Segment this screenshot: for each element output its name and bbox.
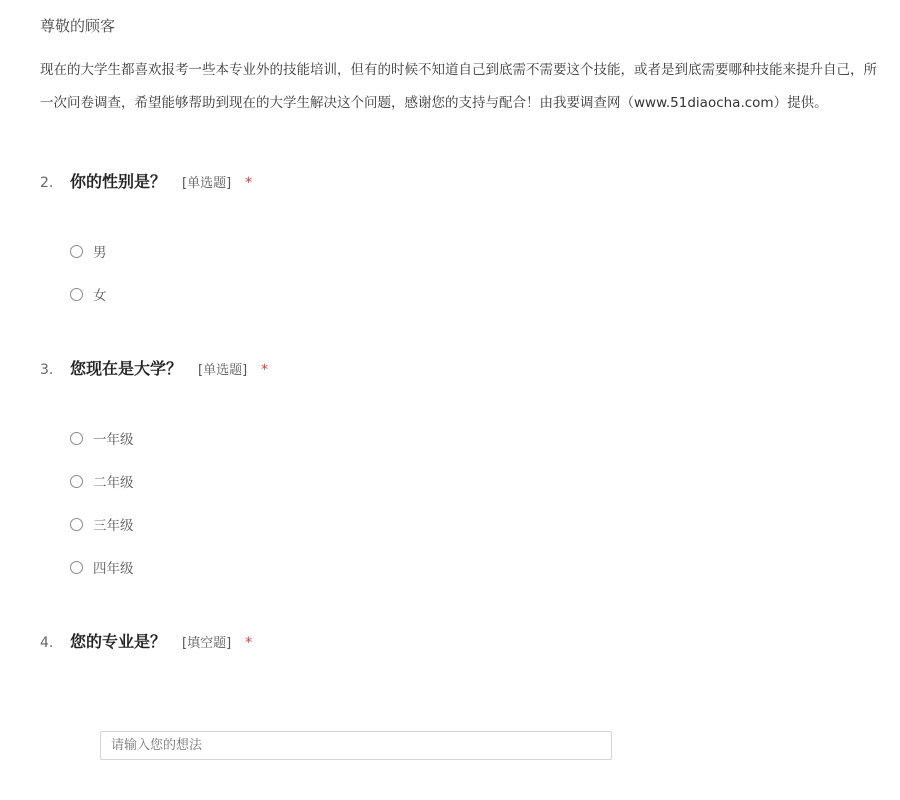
intro-text bbox=[40, 54, 900, 120]
option-female[interactable] bbox=[70, 284, 107, 304]
question-number: 2. bbox=[40, 175, 54, 191]
radio-button[interactable] bbox=[70, 518, 83, 531]
question-type: [单选题] bbox=[198, 363, 248, 378]
required-marker: * bbox=[261, 362, 269, 378]
option-label: 二年级 bbox=[93, 475, 134, 491]
question-2-header bbox=[40, 169, 252, 195]
option-label: 女 bbox=[93, 288, 107, 304]
radio-button[interactable] bbox=[70, 475, 83, 488]
question-title: 您现在是大学？ bbox=[70, 359, 183, 378]
option-label: 三年级 bbox=[93, 518, 134, 534]
question-4-header bbox=[40, 629, 252, 655]
radio-button[interactable] bbox=[70, 561, 83, 574]
option-year-1[interactable] bbox=[70, 428, 134, 448]
option-label: 一年级 bbox=[93, 432, 134, 448]
option-label: 男 bbox=[93, 245, 107, 261]
question-number: 4. bbox=[40, 635, 54, 651]
radio-button[interactable] bbox=[70, 288, 83, 301]
intro-line-2: 一次问卷调查，希望能够帮助到现在的大学生解决这个问题，感谢您的支持与配合！由我要调查网（www.51diaocha.com）提供。 bbox=[40, 95, 828, 111]
question-type: [填空题] bbox=[182, 636, 232, 651]
question-title: 您的专业是？ bbox=[70, 632, 167, 651]
question-number: 3. bbox=[40, 362, 54, 378]
option-year-3[interactable] bbox=[70, 514, 134, 534]
option-label: 四年级 bbox=[93, 561, 134, 577]
question-title: 你的性别是？ bbox=[70, 172, 167, 191]
radio-button[interactable] bbox=[70, 432, 83, 445]
option-male[interactable] bbox=[70, 241, 107, 261]
major-input[interactable] bbox=[100, 731, 612, 760]
greeting: 尊敬的顾客 bbox=[40, 17, 116, 35]
required-marker: * bbox=[245, 175, 253, 191]
question-3-header bbox=[40, 356, 268, 382]
option-year-4[interactable] bbox=[70, 557, 134, 577]
question-type: [单选题] bbox=[182, 176, 232, 191]
option-year-2[interactable] bbox=[70, 471, 134, 491]
radio-button[interactable] bbox=[70, 245, 83, 258]
intro-line-1: 现在的大学生都喜欢报考一些本专业外的技能培训，但有的时候不知道自己到底需不需要这个技能，或者是到底需要哪种技能来提升自己，所 bbox=[40, 62, 877, 78]
required-marker: * bbox=[245, 635, 253, 651]
